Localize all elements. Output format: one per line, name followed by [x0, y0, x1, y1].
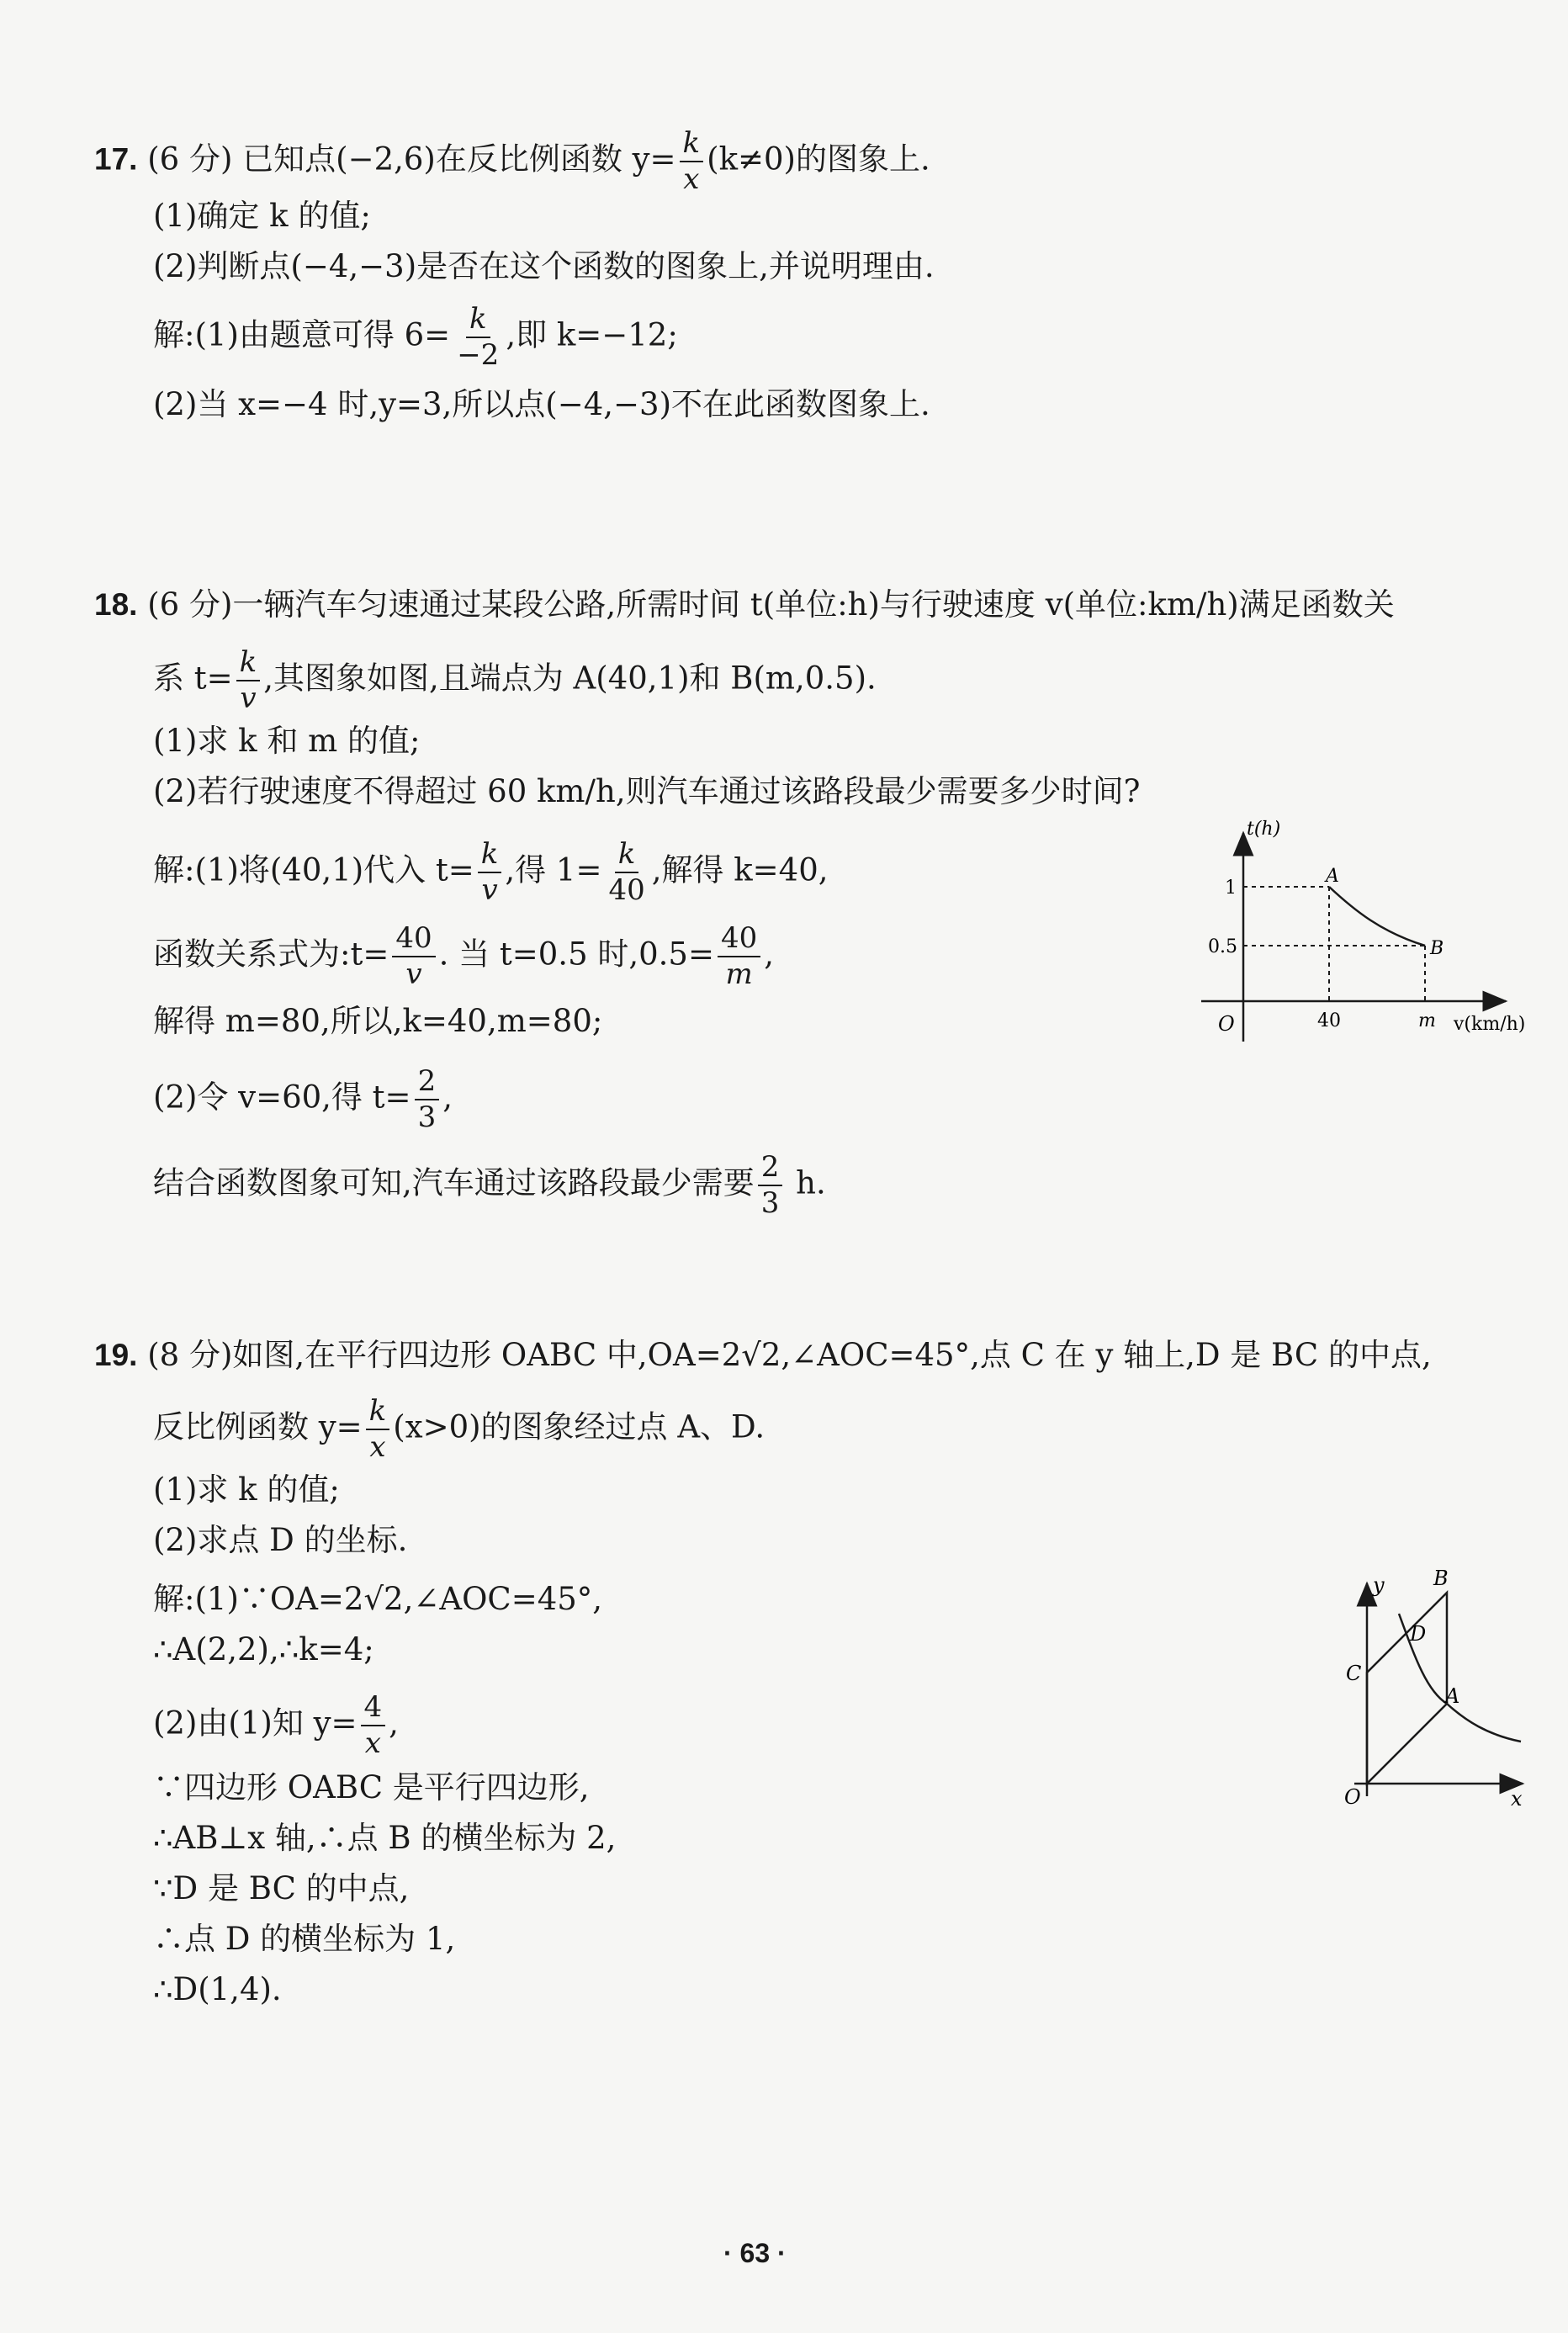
q18-solution-1 — [153, 837, 829, 907]
q18-sol2-a: 函数关系式为:t= — [153, 936, 389, 973]
q18-sol5-fraction: $\frac{2}{3}$ — [758, 1153, 783, 1218]
q19-solution-4: ∵四边形 OABC 是平行四边形, — [153, 1769, 590, 1805]
q19-graph-x-label: x — [1511, 1787, 1523, 1811]
q19-part2: (2)求点 D 的坐标. — [153, 1522, 408, 1558]
q19-graph-point-a: A — [1445, 1684, 1460, 1708]
q18-graph-x-label: v(km/h) — [1454, 1014, 1526, 1035]
q18-solution-3: 解得 m=80,所以,k=40,m=80; — [153, 1003, 603, 1039]
q18-part1: (1)求 k 和 m 的值; — [153, 723, 421, 759]
q19-graph-point-d: D — [1410, 1622, 1427, 1646]
q19-solution-8: ∴D(1,4). — [153, 1971, 282, 2007]
q19-graph-y-label: y — [1373, 1573, 1385, 1597]
q18-graph-curve — [1329, 887, 1425, 946]
q17-stem-b: (k≠0)的图象上. — [707, 141, 930, 178]
q18-stem-line1 — [94, 586, 1395, 623]
q19-number: 19. — [94, 1338, 138, 1372]
q19-solution-3 — [153, 1690, 399, 1760]
q17-solution-2: (2)当 x=−4 时,y=3,所以点(−4,−3)不在此函数图象上. — [153, 386, 930, 422]
q18-number: 18. — [94, 587, 138, 622]
q18-stem-line1-text: (6 分)一辆汽车匀速通过某段公路,所需时间 t(单位:h)与行驶速度 v(单位:km/h)满足函数关 — [147, 586, 1395, 623]
q18-sol1-c: ,解得 k=40, — [651, 851, 829, 888]
q19-stem-line1 — [94, 1339, 1432, 1371]
q17-stem-fraction: $\frac{k}{x}$ — [680, 129, 704, 194]
q17-sol1-a: 解:(1)由题意可得 6= — [153, 316, 451, 353]
q18-sol1-a: 解:(1)将(40,1)代入 t= — [153, 851, 474, 888]
q19-sol3-a: (2)由(1)知 y= — [153, 1705, 358, 1742]
q17-sol1-b: ,即 k=−12; — [506, 316, 678, 353]
q19-sol3-b: , — [389, 1705, 399, 1742]
q18-graph-x-tick-2: m — [1418, 1010, 1436, 1031]
q18-sol2-fraction-2: $\frac{40}{m}$ — [718, 924, 760, 989]
q18-solution-5 — [153, 1150, 826, 1220]
q18-graph-point-b: B — [1430, 938, 1444, 959]
q18-stem-line2-b: ,其图象如图,且端点为 A(40,1)和 B(m,0.5). — [263, 660, 877, 697]
q18-graph-point-a: A — [1326, 866, 1339, 887]
q17-stem-a: (6 分) 已知点(−2,6)在反比例函数 y= — [147, 141, 676, 178]
q19-stem-line2-b: (x>0)的图象经过点 A、D. — [393, 1408, 765, 1445]
q18-stem-line2 — [153, 645, 877, 715]
q18-sol2-c: , — [764, 936, 775, 973]
q19-part1: (1)求 k 的值; — [153, 1471, 340, 1508]
q18-sol1-b: ,得 1= — [505, 851, 602, 888]
q19-solution-1: 解:(1)∵OA=2√2,∠AOC=45°, — [153, 1581, 603, 1617]
q17-part1: (1)确定 k 的值; — [153, 198, 371, 234]
q17-number: 17. — [94, 141, 138, 177]
q19-stem-line2-a: 反比例函数 y= — [153, 1408, 363, 1445]
q18-solution-2 — [153, 921, 775, 991]
q18-sol4-a: (2)令 v=60,得 t= — [153, 1079, 411, 1116]
q18-sol2-b: . 当 t=0.5 时,0.5= — [438, 936, 714, 973]
q18-part2: (2)若行驶速度不得超过 60 km/h,则汽车通过该路段最少需要多少时间? — [153, 773, 1141, 809]
q17-sol1-fraction: $\frac{k}{-2}$ — [457, 302, 500, 372]
q18-graph-y-tick-1: 1 — [1225, 878, 1237, 899]
q19-sol3-fraction: $\frac{4}{x}$ — [361, 1693, 386, 1758]
q19-solution-6: ∵D 是 BC 的中点, — [153, 1870, 410, 1906]
q18-sol1-fraction-2: $\frac{k}{40}$ — [608, 837, 645, 907]
q17-part2: (2)判断点(−4,−3)是否在这个函数的图象上,并说明理由. — [153, 248, 935, 284]
q19-stem-line2 — [153, 1394, 765, 1464]
q18-sol5-b: h. — [786, 1164, 826, 1201]
q19-graph-origin: O — [1344, 1785, 1361, 1809]
q18-sol4-b: , — [442, 1079, 453, 1116]
page-number: · 63 · — [723, 2238, 787, 2268]
q18-stem-fraction: $\frac{k}{v}$ — [236, 648, 261, 713]
q18-sol2-fraction-1: $\frac{40}{v}$ — [392, 924, 435, 989]
q19-solution-7: ∴点 D 的横坐标为 1, — [153, 1921, 456, 1957]
q19-graph — [1321, 1565, 1556, 1817]
q19-graph-parallelogram — [1367, 1593, 1447, 1784]
q17-stem — [94, 126, 930, 196]
q19-graph-point-b: B — [1433, 1567, 1449, 1590]
q18-graph — [1186, 816, 1548, 1052]
q19-solution-5: ∴AB⊥x 轴,∴点 B 的横坐标为 2, — [153, 1820, 617, 1856]
q18-graph-y-tick-2: 0.5 — [1208, 936, 1237, 957]
q18-graph-y-label: t(h) — [1247, 819, 1281, 840]
q17-solution-1 — [153, 302, 678, 372]
q18-sol1-fraction-1: $\frac{k}{v}$ — [478, 840, 502, 905]
q18-graph-origin: O — [1218, 1012, 1235, 1036]
q19-stem-fraction: $\frac{k}{x}$ — [366, 1397, 390, 1462]
q18-solution-4 — [153, 1064, 453, 1134]
q18-graph-x-tick-1: 40 — [1317, 1010, 1341, 1031]
q19-stem-line1-text: (8 分)如图,在平行四边形 OABC 中,OA=2√2,∠AOC=45°,点 C 在 y 轴上,D 是 BC 的中点, — [147, 1337, 1432, 1373]
q18-stem-line2-a: 系 t= — [153, 660, 233, 697]
q19-graph-point-c: C — [1346, 1662, 1362, 1685]
q19-solution-2: ∴A(2,2),∴k=4; — [153, 1631, 374, 1668]
q18-sol5-a: 结合函数图象可知,汽车通过该路段最少需要 — [153, 1164, 755, 1201]
q18-sol4-fraction: $\frac{2}{3}$ — [415, 1067, 440, 1132]
